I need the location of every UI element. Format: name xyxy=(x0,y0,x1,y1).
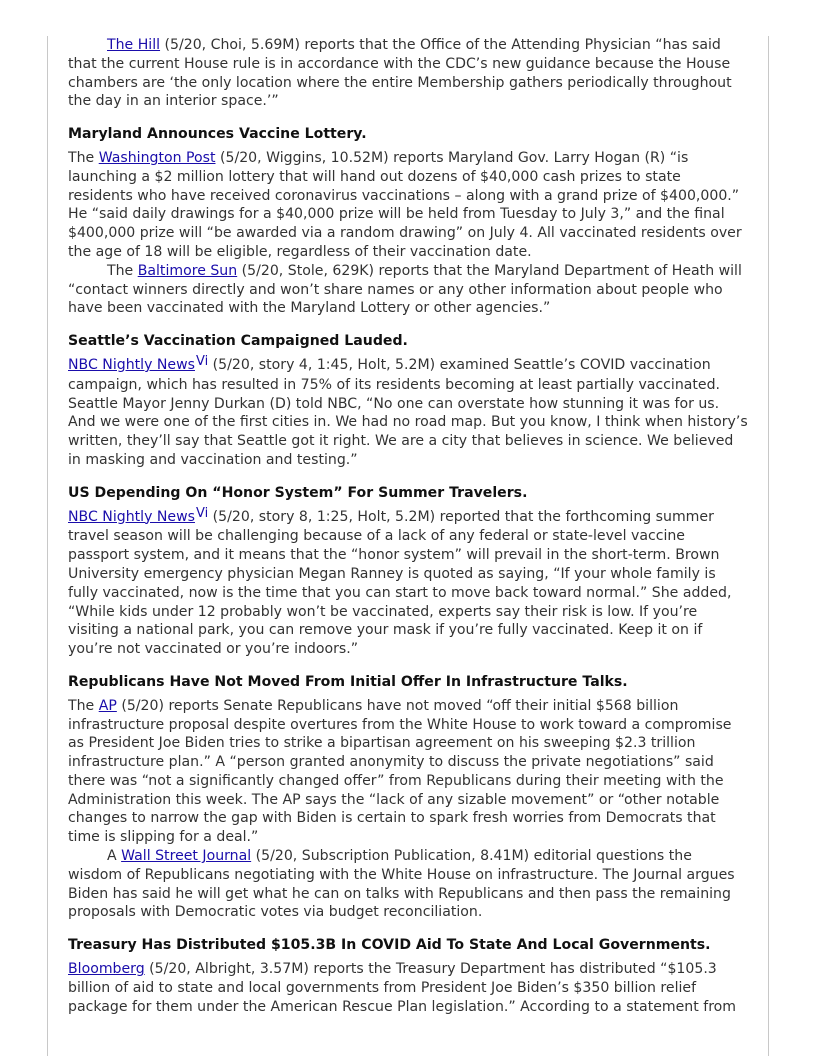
video-icon[interactable]: Vi xyxy=(195,505,209,521)
article-paragraph xyxy=(68,262,750,318)
article-honor-system xyxy=(68,484,750,659)
paragraph-prefix: The xyxy=(107,262,138,279)
paragraph-text: (5/20, Albright, 3.57M) reports the Treasury Department has distributed “$105.3 billion of aid to state and local governments from President Joe Biden’s $350 billion relief package for them under the American Rescue Plan legislation.” According to a statement from xyxy=(68,961,737,1015)
paragraph-prefix: A xyxy=(107,848,122,865)
source-link-wall-street-journal[interactable]: Wall Street Journal xyxy=(121,848,252,865)
video-icon[interactable]: Vi xyxy=(195,353,209,369)
paragraph-text: (5/20, Stole, 629K) reports that the Maryland Department of Heath will “contact winners directly and won’t share names or any other information about people who have been vaccinated with the Maryland Lottery or other agencies.” xyxy=(68,262,742,317)
article-seattle-vaccination xyxy=(68,332,750,470)
article-paragraph xyxy=(68,960,750,1016)
paragraph-text: (5/20, Choi, 5.69M) reports that the Office of the Attending Physician “has said that the current House rule is in accordance with the CDC’s new guidance because the House chambers are ‘the only location where the entire Membership gathers periodically throughout the day in an interior space.’” xyxy=(68,37,732,110)
article-infrastructure-talks xyxy=(68,673,750,922)
source-link-bloomberg[interactable]: Bloomberg xyxy=(68,961,145,978)
article-headline: Republicans Have Not Moved From Initial Offer In Infrastructure Talks. xyxy=(68,673,628,690)
article-paragraph xyxy=(68,505,750,659)
article-house-rule xyxy=(68,36,750,111)
article-paragraph xyxy=(68,149,750,262)
source-link-the-hill[interactable]: The Hill xyxy=(107,37,161,53)
source-link-nbc-nightly-news[interactable]: NBC Nightly News xyxy=(68,508,195,525)
right-margin-rule xyxy=(768,36,769,1056)
news-briefing-page xyxy=(68,36,750,1056)
article-headline: Seattle’s Vaccination Campaigned Lauded. xyxy=(68,333,408,350)
paragraph-text: (5/20) reports Senate Republicans have not moved “off their initial $568 billion infrastructure proposal despite overtures from the White House to work toward a compromise as President Joe Biden tries to strike a bipartisan agreement on his sweeping $2.3 trillion infrastructure plan.” A “person granted anonymity to discuss the private negotiations” said there was “not a significantly changed offer” from Republicans during their meeting with the Administration this week. The AP says the “lack of any sizable movement” or “other notable changes to narrow the gap with Biden is certain to spark fresh worries from Democrats that time is slipping for a deal.” xyxy=(68,697,732,846)
paragraph-prefix: The xyxy=(68,697,99,714)
paragraph-text: (5/20, Subscription Publication, 8.41M) editorial questions the wisdom of Republicans negotiating with the White House on infrastructure. The Journal argues Biden has said he will get what he can on talks with Republicans and then pass the remaining proposals with Democratic votes via budget reconciliation. xyxy=(68,848,735,921)
paragraph-text: (5/20, Wiggins, 10.52M) reports Maryland Gov. Larry Hogan (R) “is launching a $2 million lottery that will hand out dozens of $40,000 cash prizes to state residents who have received coronavirus vaccinations – along with a grand prize of $400,000.” He “said daily drawings for a $40,000 prize will be held from Tuesday to July 3,” and the final $400,000 prize will “be awarded via a random drawing” on July 4. All vaccinated residents over the age of 18 will be eligible, regardless of their vaccination date. xyxy=(68,149,742,260)
article-headline: Treasury Has Distributed $105.3B In COVID Aid To State And Local Governments. xyxy=(68,937,711,954)
left-margin-rule xyxy=(47,36,48,1056)
source-link-ap[interactable]: AP xyxy=(98,697,117,714)
article-maryland-lottery xyxy=(68,125,750,318)
article-paragraph xyxy=(68,353,750,470)
paragraph-text: (5/20, story 4, 1:45, Holt, 5.2M) examined Seattle’s COVID vaccination campaign, which has resulted in 75% of its residents becoming at least partially vaccinated. Seattle Mayor Jenny Durkan (D) told NBC, “No one can overstate how stunning it was for us. And we were one of the first cities in. We had no road map. But you know, I think when history’s written, they’ll say that Seattle got it right. We are a city that believes in science. We believed in masking and vaccination and testing.” xyxy=(68,356,748,468)
source-link-washington-post[interactable]: Washington Post xyxy=(98,149,216,166)
source-link-nbc-nightly-news[interactable]: NBC Nightly News xyxy=(68,356,195,373)
article-treasury-aid xyxy=(68,936,750,1016)
article-paragraph xyxy=(68,36,750,111)
article-paragraph xyxy=(68,697,750,847)
paragraph-text: (5/20, story 8, 1:25, Holt, 5.2M) reported that the forthcoming summer travel season will be challenging because of a lack of any federal or state-level vaccine passport system, and it means that the “honor system” will prevail in the short-term. Brown University emergency physician Megan Ranney is quoted as saying, “If your whole family is fully vaccinated, now is the time that you can start to move back toward normal.” She added, “While kids under 12 probably won’t be vaccinated, experts say their risk is low. If you’re visiting a national park, you can remove your mask if you’re fully vaccinated. Keep it on if you’re not vaccinated or you’re indoors.” xyxy=(68,508,732,658)
article-headline: US Depending On “Honor System” For Summer Travelers. xyxy=(68,484,528,501)
source-link-baltimore-sun[interactable]: Baltimore Sun xyxy=(137,262,238,279)
paragraph-prefix: The xyxy=(68,149,99,166)
article-paragraph xyxy=(68,847,750,922)
article-headline: Maryland Announces Vaccine Lottery. xyxy=(68,126,367,143)
